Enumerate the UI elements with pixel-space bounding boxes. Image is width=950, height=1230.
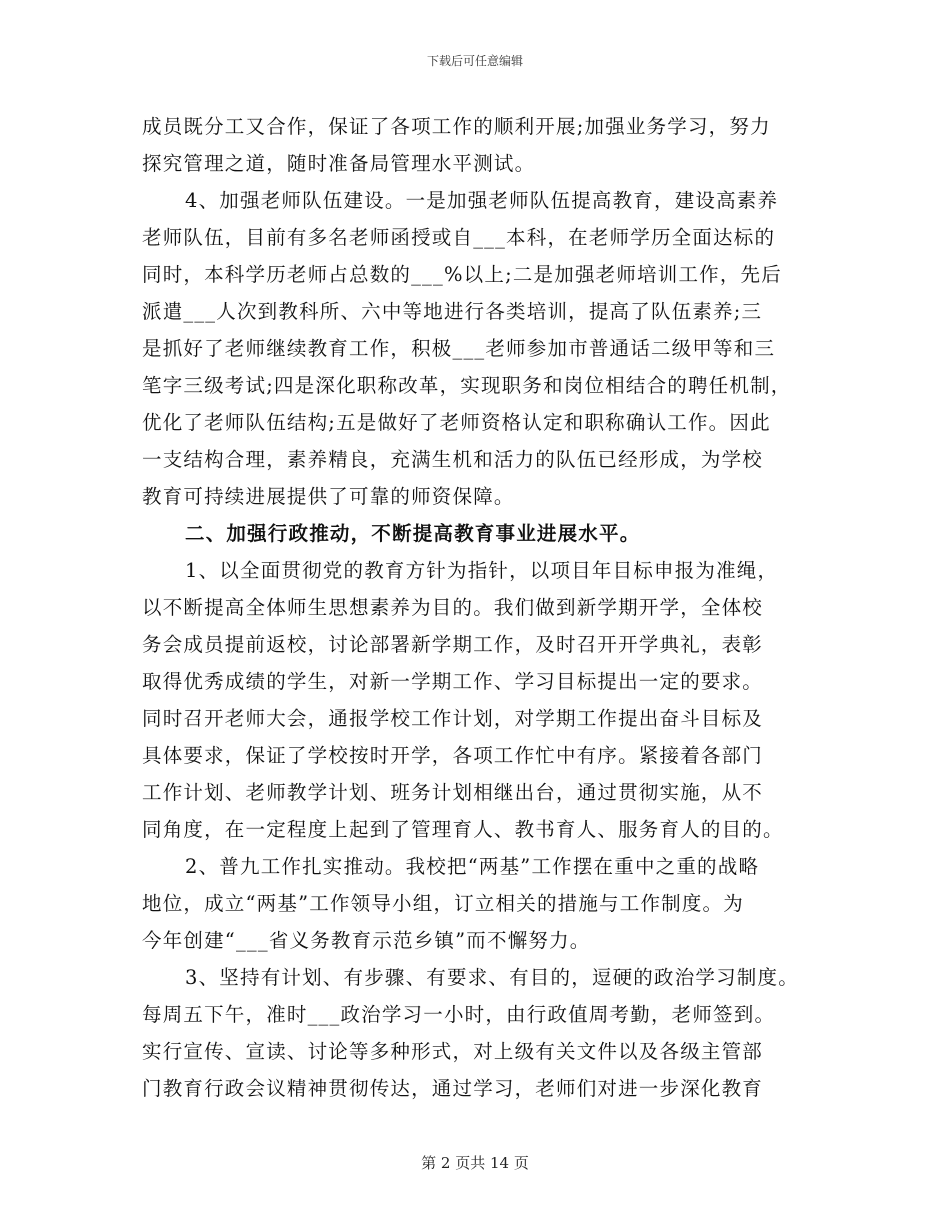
text-line: 老师队伍，目前有多名老师函授或自___本科，在老师学历全面达标的	[142, 226, 776, 249]
paragraph-start: 3、坚持有计划、有步骤、有要求、有目的，逗硬的政治学习制度。	[185, 966, 799, 989]
text-line: 每周五下午，准时___政治学习一小时，由行政值周考勤，老师签到。	[142, 1003, 776, 1026]
text-line: 实行宣传、宣读、讨论等多种形式，对上级有关文件以及各级主管部	[142, 1040, 764, 1063]
paragraph-start: 2、普九工作扎实推动。我校把“两基”工作摆在重中之重的战略	[185, 855, 760, 878]
section-heading: 二、加强行政推动，不断提高教育事业进展水平。	[185, 522, 641, 545]
text-line: 取得优秀成绩的学生，对新一学期工作、学习目标提出一定的要求。	[142, 670, 764, 693]
text-line: 以不断提高全体师生思想素养为目的。我们做到新学期开学，全体校	[142, 596, 764, 619]
text-line: 优化了老师队伍结构;五是做好了老师资格认定和职称确认工作。因此	[142, 411, 771, 434]
text-line: 教育可持续进展提供了可靠的师资保障。	[142, 485, 515, 508]
page-header: 下载后可任意编辑	[426, 54, 523, 68]
text-line: 务会成员提前返校，讨论部署新学期工作，及时召开开学典礼，表彰	[142, 633, 764, 656]
text-line: 同角度，在一定程度上起到了管理育人、教书育人、服务育人的目的。	[142, 818, 784, 841]
text-line: 一支结构合理，素养精良，充满生机和活力的队伍已经形成，为学校	[142, 448, 764, 471]
text-line: 同时，本科学历老师占总数的___%以上;二是加强老师培训工作，先后	[142, 263, 782, 286]
paragraph-start: 1、以全面贯彻党的教育方针为指针，以项目年目标申报为准绳，	[185, 559, 779, 582]
text-line: 今年创建“___省义务教育示范乡镇”而不懈努力。	[142, 929, 591, 952]
text-line: 门教育行政会议精神贯彻传达，通过学习，老师们对进一步深化教育	[142, 1077, 764, 1100]
paragraph-start: 4、加强老师队伍建设。一是加强老师队伍提高教育，建设高素养	[185, 189, 779, 212]
text-line: 探究管理之道，随时准备局管理水平测试。	[142, 152, 536, 175]
document-body	[142, 108, 832, 1107]
text-line: 是抓好了老师继续教育工作，积极___老师参加市普通话二级甲等和三	[142, 337, 776, 360]
text-line: 地位，成立“两基”工作领导小组，订立相关的措施与工作制度。为	[142, 892, 744, 915]
text-line: 工作计划、老师教学计划、班务计划相继出台，通过贯彻实施，从不	[142, 781, 764, 804]
text-line: 同时召开老师大会，通报学校工作计划，对学期工作提出奋斗目标及	[142, 707, 764, 730]
text-line: 笔字三级考试;四是深化职称改革，实现职务和岗位相结合的聘任机制，	[142, 374, 792, 397]
page-footer: 第 2 页共 14 页	[421, 1154, 529, 1172]
text-line: 成员既分工又合作，保证了各项工作的顺利开展;加强业务学习，努力	[142, 115, 771, 138]
text-line: 派遣___人次到教科所、六中等地进行各类培训，提高了队伍素养;三	[142, 300, 763, 323]
text-line: 具体要求，保证了学校按时开学，各项工作忙中有序。紧接着各部门	[142, 744, 764, 767]
